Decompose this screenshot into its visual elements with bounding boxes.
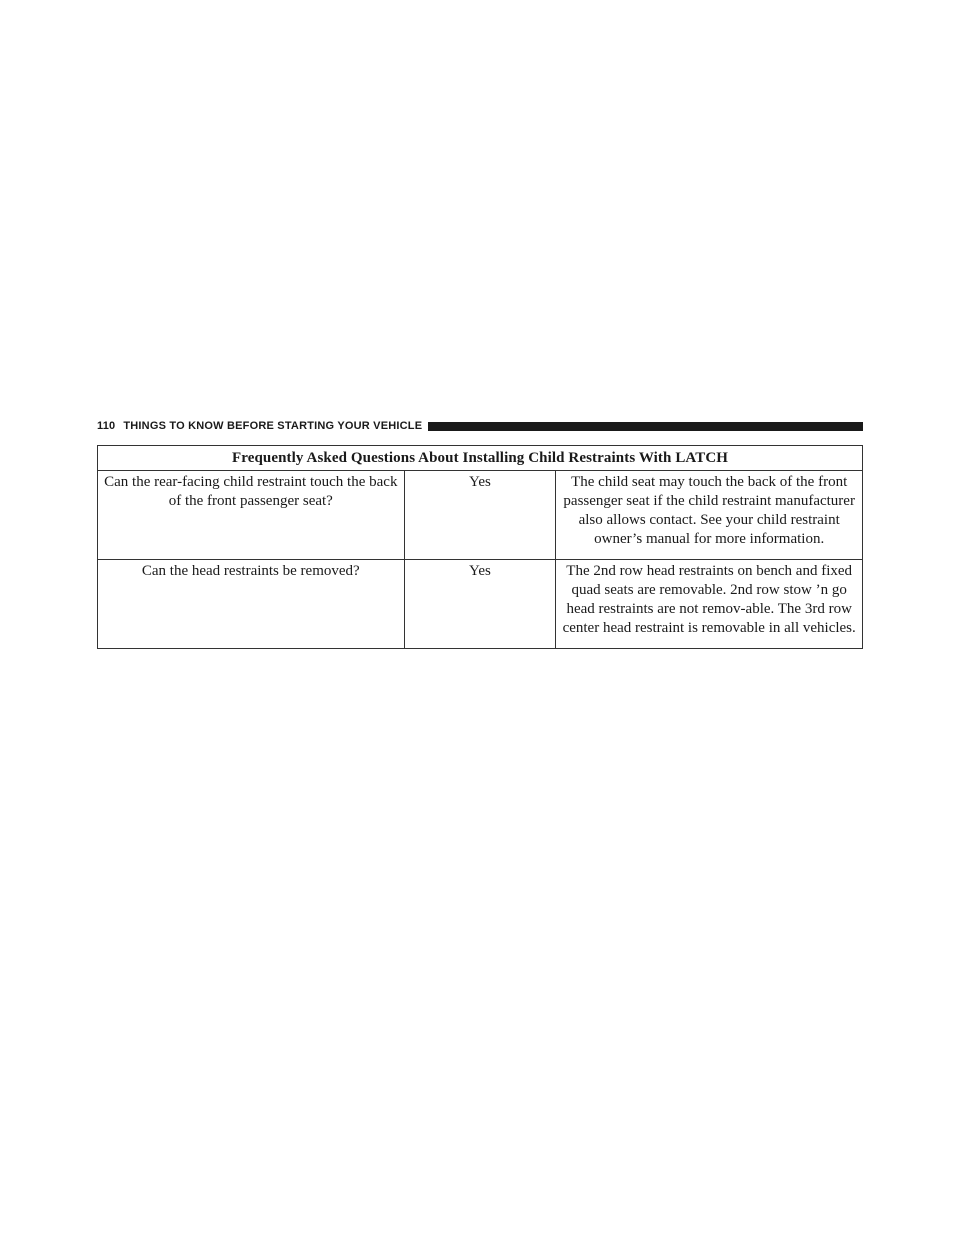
answer-cell: Yes: [404, 560, 556, 649]
table-title: Frequently Asked Questions About Installing Child Restraints With LATCH: [98, 446, 863, 471]
faq-table: [97, 445, 863, 649]
details-cell: The child seat may touch the back of the front passenger seat if the child restraint manufacturer also allows contact. See your child restraint owner’s manual for more information.: [556, 471, 863, 560]
table-title-row: [98, 446, 863, 471]
page-header: [97, 419, 863, 433]
section-title: THINGS TO KNOW BEFORE STARTING YOUR VEHICLE: [123, 420, 423, 432]
answer-cell: Yes: [404, 471, 556, 560]
question-cell: Can the rear-facing child restraint touch the back of the front passenger seat?: [98, 471, 405, 560]
table-row: [98, 471, 863, 560]
page-number: 110: [97, 420, 116, 432]
details-cell: The 2nd row head restraints on bench and fixed quad seats are removable. 2nd row stow ’n go head restraints are not remov-able. The 3rd row center head restraint is removable in all vehicles.: [556, 560, 863, 649]
question-cell: Can the head restraints be removed?: [98, 560, 405, 649]
header-rule: [428, 422, 863, 431]
table-row: [98, 560, 863, 649]
